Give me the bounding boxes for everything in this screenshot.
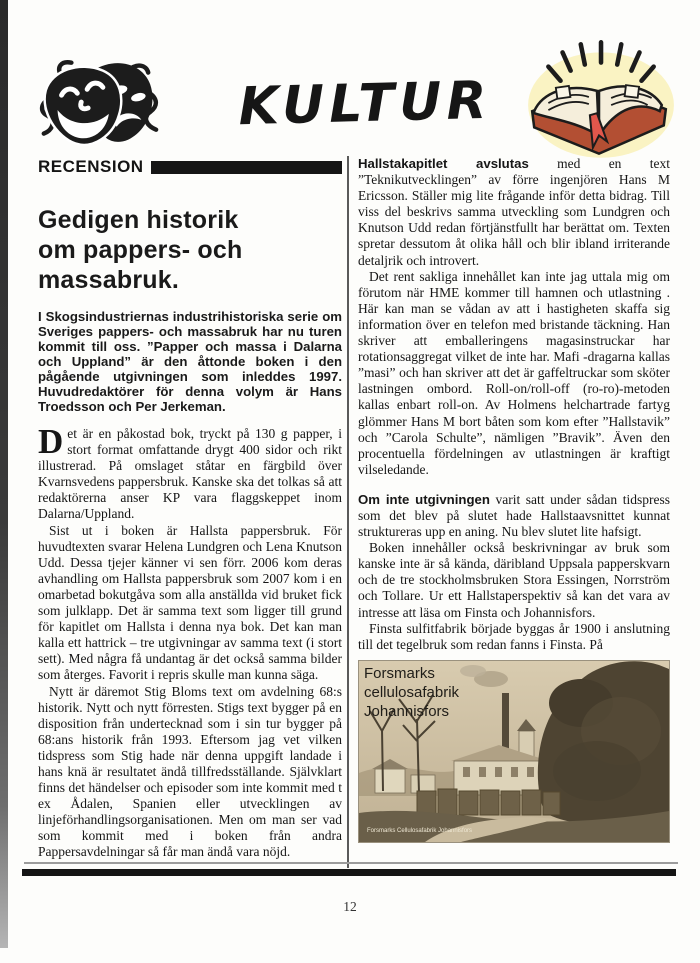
article-title-line: Gedigen historik bbox=[38, 206, 239, 234]
article-title bbox=[38, 205, 342, 295]
right-column bbox=[358, 156, 670, 868]
scan-edge-strip bbox=[0, 0, 8, 948]
article-title-line: massabruk. bbox=[38, 266, 179, 294]
paragraph: Nytt är däremot Stig Bloms text om avdelning 68:s historik. Nytt och nytt förresten. Stigs text bygger på en disposition från undertecknad som i sin tur bygger på 68:ans historik från 1993. Eftersom jag vet vilken tidspress som Stig hade när denna uppgift landade i hans knä är resultatet ändå tillfredsställande. Självklart finns det händelser och episoder som inte kommit med t ex Ådalen, Spanien eller utvecklingen av linjeförhandlingsorganisationen. Men om man ser vad som kommit med i boken från andra Pappersavdelningar så får man ändå vara nöjd. bbox=[38, 683, 342, 860]
recension-header bbox=[38, 156, 342, 178]
paragraph: Det rent sakliga innehållet kan inte jag uttala mig om förutom när HME kommer till hamnen och utlastning . Här kan man se vådan av att i hastigheten skaffa sig information över en telefon med bristande täckning. Han skriver att emballeringens magasinstruckar har rotationsaggregat vilket de inte har. Mafi -dragarna kallas ”masi” och han skriver att det är gaffeltruckar som sköter lastningen ombord. Roll-on/roll-off (ro-ro)-metoden kallas enbart roll-on. Av Holmens helchartrade fartyg glömmer Hans M bort båten som kom efter ”Hallstavik” och ”Carola Schulte”, nämligen ”Bravik”. Även den procentuella fördelningen av utlastningen är kraftigt vilseledande. bbox=[358, 268, 670, 477]
photo-label bbox=[364, 664, 459, 721]
bottom-rule-thick bbox=[22, 869, 676, 876]
paragraph-lead: Hallstakapitlet avslutas bbox=[358, 156, 529, 171]
paragraph bbox=[358, 156, 670, 269]
paragraph-text: et är en påkostad bok, tryckt på 130 g papper, i stort format omfattande drygt 400 sidor och rikt illustrerad. På omslaget ståtar en färgbild över Kvarnsvedens pappersbruk. Kanske ska det tolkas så att redaktörerna anser KP vara flaggskeppet inom Dalarna/Uppland. bbox=[38, 426, 342, 522]
bottom-rule-thin bbox=[24, 862, 678, 864]
paragraph: Sist ut i boken är Hallsta pappersbruk. För huvudtexten svarar Helena Lundgren och Lena Knutson Udd. Dessa tjejer känner vi sen förr. 2006 kom deras avhandling om Hallsta pappersbruk som 2007 kom i en omarbetad bokutgåva som alla anställda vid bruket fick som julklapp. Det är samma text som ligger till grund för kapitlet om Hallsta i denna nya bok. Det kan man kalla ett hattrick – tre utgivningar av samma text (i stort sett). Med några få undantag är det också samma bilder som återges. Favorit i repris skulle man kunna säga. bbox=[38, 522, 342, 683]
recension-bar bbox=[151, 161, 342, 174]
paragraph bbox=[358, 492, 670, 540]
left-column bbox=[38, 156, 342, 868]
open-book-icon bbox=[518, 36, 680, 162]
paragraph-text: varit satt under sådan tidspress som det blev på slutet hade Hallstaavsnittet kunnat struktureras upp en aning. Nu blev slutet lite hafsigt. bbox=[358, 491, 670, 540]
photo-label-line: Forsmarks bbox=[364, 664, 435, 682]
page-number: 12 bbox=[343, 899, 357, 914]
theater-masks-icon bbox=[32, 52, 162, 164]
column-divider bbox=[347, 156, 349, 868]
photo-figure bbox=[358, 660, 670, 843]
recension-label: RECENSION bbox=[38, 157, 144, 176]
photo-label-line: cellulosafabrik bbox=[364, 683, 460, 701]
drop-cap: D bbox=[38, 422, 64, 461]
paragraph-lead: Om inte utgivningen bbox=[358, 491, 490, 507]
photo-label-line: Johannisfors bbox=[364, 702, 450, 720]
article-intro: I Skogsindustriernas industrihistoriska serie om Sveriges pappers- och massabruk har nu turen kommit till oss. ”Papper och massa i Dalarna och Uppland” är den åttonde boken i den pågående utgivningen som inleddes 1997. Huvudredaktörer för denna volym är Hans Troedsson och Per Jerkeman. bbox=[38, 309, 342, 414]
photo-caption: Forsmarks Cellulosafabrik Johannisfors bbox=[367, 827, 473, 834]
page-title: KULTUR bbox=[237, 70, 493, 138]
paragraph bbox=[38, 422, 342, 523]
paragraph: Boken innehåller också beskrivningar av bruk som kanske inte är så kända, däribland Uppsala papperskvarn och de tre stockholmsbruken Stora Essingen, Norrström och Tollare. Ur ett Hallstaperspektiv så kan det vara av intresse att läsa om Finsta och Johannisfors. bbox=[358, 540, 670, 620]
paragraph: Finsta sulfitfabrik började byggas år 1900 i anslutning till det tegelbruk som redan fanns i Finsta. På bbox=[358, 620, 670, 652]
paragraph-text: med en text ”Teknikutvecklingen” av förre ingenjören Hans M Ericsson. Ställer mig lite frågande inför detta bidrag. Till viss del beskrivs samma utveckling som Lundgren och Knutson Udd redan förtjänstfullt har berättat om. Texten spretar dessutom åt olika håll och blir ibland irriterande detaljrik och introvert. bbox=[358, 156, 670, 268]
article-columns bbox=[38, 156, 670, 868]
article-title-line: om pappers- och bbox=[38, 236, 243, 264]
